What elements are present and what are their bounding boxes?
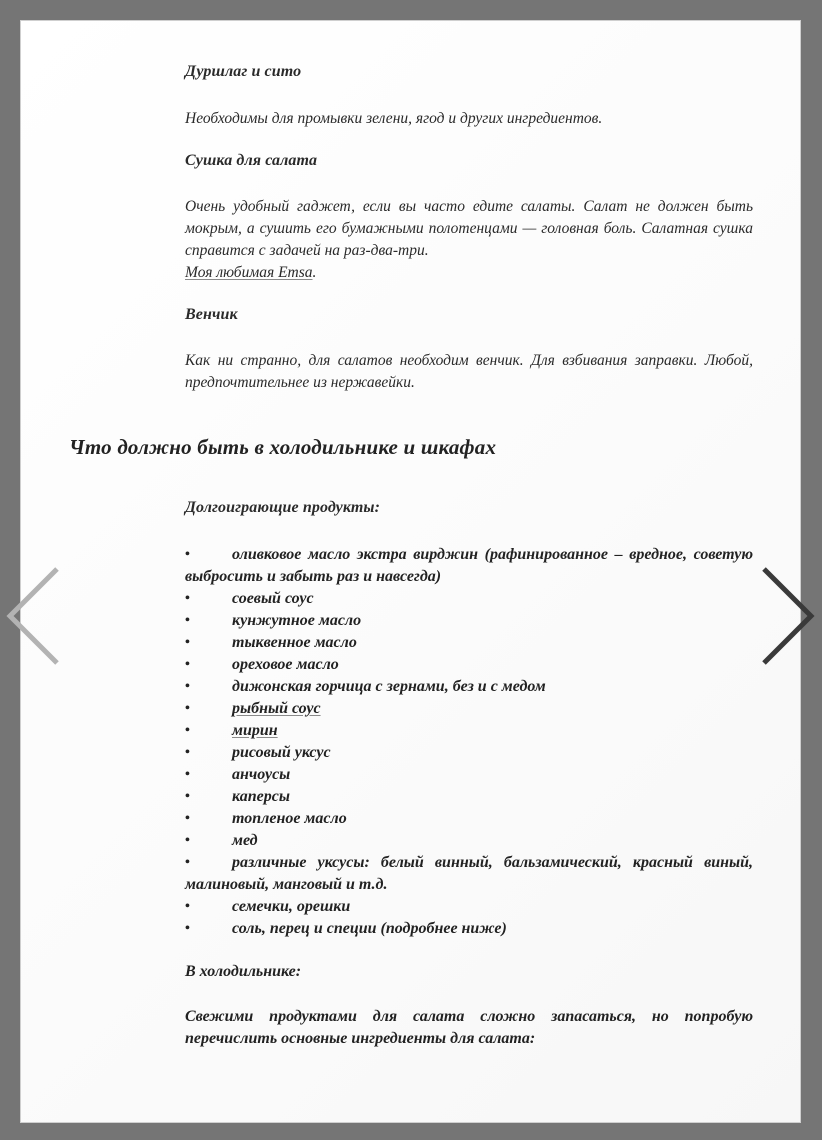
subheading-colander: Дуршлаг и сито — [185, 63, 302, 80]
chevron-left-icon — [2, 562, 62, 672]
paragraph-whisk: Как ни странно, для салатов необходим венчик. Для взбивания заправки. Любой, предпочтительнее из нержавейки. — [185, 352, 753, 391]
bullet-icon: • — [185, 921, 190, 936]
next-page-button[interactable] — [760, 562, 820, 672]
section-title: Что должно быть в холодильнике и шкафах — [69, 435, 497, 459]
list-item: • ореховое масло — [185, 654, 753, 676]
paragraph-salad-spinner — [185, 196, 753, 284]
list-item: • кунжутное масло — [185, 610, 753, 632]
bullet-icon: • — [185, 657, 190, 672]
list-item-fish-sauce-link[interactable]: • рыбный соус — [185, 698, 753, 720]
list-item: • каперсы — [185, 786, 753, 808]
list-item: • топленое масло — [185, 808, 753, 830]
list-item: • анчоусы — [185, 764, 753, 786]
list-item: • различные уксусы: белый винный, бальзамический, красный виный, малиновый, манговый и т.д. — [185, 854, 753, 893]
list-item: • мед — [185, 830, 753, 852]
subheading-whisk: Венчик — [185, 306, 238, 323]
bullet-icon: • — [185, 701, 190, 716]
bullet-icon: • — [185, 789, 190, 804]
bullet-icon: • — [185, 855, 190, 870]
list-item: • оливковое масло экстра вирджин (рафинированное – вредное, советую выбросить и забыть раз и навсегда) — [185, 546, 753, 585]
list-item: • рисовый уксус — [185, 742, 753, 764]
list-item: • соевый соус — [185, 588, 753, 610]
fridge-heading: В холодильнике: — [185, 963, 302, 980]
list-item: • семечки, орешки — [185, 896, 753, 918]
pantry-list — [185, 544, 753, 940]
chevron-right-icon — [760, 562, 820, 672]
bullet-icon: • — [185, 679, 190, 694]
link-suffix: . — [312, 264, 317, 281]
list-item: • тыквенное масло — [185, 632, 753, 654]
bullet-icon: • — [185, 613, 190, 628]
bullet-icon: • — [185, 547, 190, 562]
bullet-icon: • — [185, 635, 190, 650]
salad-spinner-text: Очень удобный гаджет, если вы часто едите салаты. Салат не должен быть мокрым, а сушить его бумажными полотенцами — головная боль. Салатная сушка справится с задачей на раз-два-три. — [185, 198, 753, 259]
bullet-icon: • — [185, 723, 190, 738]
document-page — [21, 21, 800, 1122]
bullet-icon: • — [185, 833, 190, 848]
previous-page-button[interactable] — [2, 562, 62, 672]
pantry-heading: Долгоиграющие продукты: — [185, 499, 381, 516]
list-item-mirin-link[interactable]: • мирин — [185, 720, 753, 742]
list-item: • дижонская горчица с зернами, без и с медом — [185, 676, 753, 698]
list-item: • соль, перец и специи (подробнее ниже) — [185, 918, 753, 940]
bullet-icon: • — [185, 591, 190, 606]
bullet-icon: • — [185, 745, 190, 760]
bullet-icon: • — [185, 811, 190, 826]
subheading-salad-spinner: Сушка для салата — [185, 152, 318, 169]
paragraph-colander: Необходимы для промывки зелени, ягод и других ингредиентов. — [185, 110, 603, 127]
emsa-link[interactable]: Моя любимая Emsa — [185, 264, 313, 281]
bullet-icon: • — [185, 767, 190, 782]
bullet-icon: • — [185, 899, 190, 914]
fridge-paragraph: Свежими продуктами для салата сложно запасаться, но попробую перечислить основные ингредиенты для салата: — [185, 1008, 753, 1047]
